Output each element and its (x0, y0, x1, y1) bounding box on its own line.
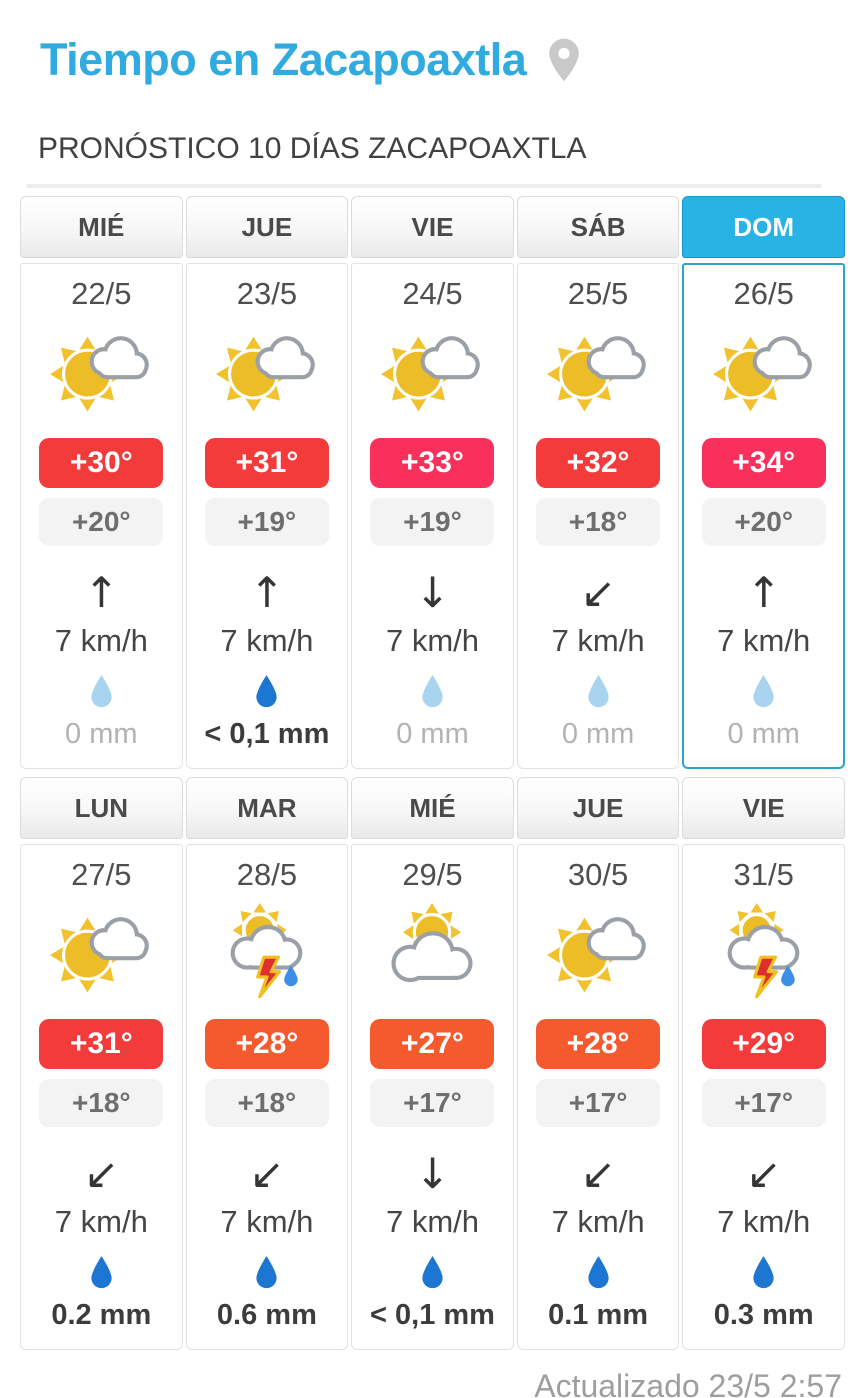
wind-direction-arrow: ↓ (414, 568, 451, 617)
precipitation-label: 0 mm (396, 718, 469, 750)
day-card[interactable] (682, 196, 845, 769)
partly-cloudy-icon (42, 901, 160, 1005)
partly-cloudy-icon (42, 320, 160, 424)
page-title: Tiempo en Zacapoaxtla (40, 34, 527, 85)
precipitation-label: 0.3 mm (713, 1299, 814, 1331)
day-card-body[interactable] (186, 263, 349, 769)
day-card[interactable] (351, 777, 514, 1350)
partly-cloudy-icon (539, 901, 657, 1005)
day-card[interactable] (517, 777, 680, 1350)
precipitation-label: 0.2 mm (51, 1299, 152, 1331)
high-temp-badge: +33° (370, 438, 494, 488)
high-temp-badge: +27° (370, 1019, 494, 1069)
day-card-body[interactable] (682, 263, 845, 769)
raindrop-icon (253, 674, 280, 710)
weather-condition-icon (539, 320, 657, 424)
day-card-body[interactable] (517, 844, 680, 1350)
forecast-grid (20, 196, 845, 1350)
wind-speed-label: 7 km/h (385, 623, 479, 658)
wind-direction-arrow: ↙ (580, 568, 616, 617)
wind-direction-arrow: ↑ (746, 568, 782, 617)
wind-direction-arrow: ↙ (580, 1149, 616, 1198)
day-name-header[interactable]: JUE (186, 196, 349, 258)
forecast-heading: PRONÓSTICO 10 DÍAS ZACAPOAXTLA (38, 132, 587, 165)
day-name-header[interactable]: MAR (186, 777, 349, 839)
wind-speed-label: 7 km/h (551, 623, 645, 658)
precipitation-label: < 0,1 mm (204, 718, 330, 750)
day-name-header[interactable]: MIÉ (351, 777, 514, 839)
precipitation-label: 0 mm (561, 718, 635, 750)
high-temp-badge: +28° (205, 1019, 329, 1069)
wind-direction-arrow: ↑ (83, 568, 119, 617)
divider (26, 184, 822, 188)
precipitation-label: 0 mm (727, 718, 800, 750)
day-card-body[interactable] (682, 844, 845, 1350)
wind-speed-label: 7 km/h (54, 1204, 148, 1239)
raindrop-icon (88, 1255, 115, 1291)
location-pin-icon (544, 37, 584, 83)
day-card[interactable] (20, 196, 183, 769)
day-card[interactable] (682, 777, 845, 1350)
high-temp-badge: +30° (39, 438, 163, 488)
low-temp-badge: +20° (39, 498, 163, 546)
raindrop-icon (88, 674, 115, 710)
day-card[interactable] (186, 777, 349, 1350)
precipitation-label: 0.1 mm (548, 1299, 649, 1331)
sun-behind-cloud-icon (373, 901, 491, 1005)
day-card[interactable] (186, 196, 349, 769)
date-label: 28/5 (236, 857, 298, 892)
weather-condition-icon (42, 320, 160, 424)
date-label: 22/5 (71, 276, 132, 311)
wind-direction-arrow: ↑ (249, 568, 285, 617)
wind-speed-label: 7 km/h (551, 1204, 645, 1239)
wind-speed-label: 7 km/h (717, 623, 811, 658)
wind-speed-label: 7 km/h (220, 1204, 314, 1239)
low-temp-badge: +18° (39, 1079, 163, 1127)
raindrop-icon (419, 1255, 446, 1291)
weather-condition-icon (539, 901, 657, 1005)
weather-condition-icon (705, 320, 823, 424)
weather-condition-icon (373, 901, 491, 1005)
raindrop-icon (419, 674, 446, 710)
day-name-header[interactable]: DOM (682, 196, 845, 258)
partly-cloudy-icon (705, 320, 823, 424)
day-name-header[interactable]: MIÉ (20, 196, 183, 258)
low-temp-badge: +19° (205, 498, 329, 546)
low-temp-badge: +17° (536, 1079, 660, 1127)
wind-direction-arrow: ↓ (414, 1149, 451, 1198)
low-temp-badge: +20° (702, 498, 826, 546)
weather-condition-icon (208, 320, 326, 424)
high-temp-badge: +31° (205, 438, 329, 488)
partly-cloudy-icon (539, 320, 657, 424)
day-name-header[interactable]: LUN (20, 777, 183, 839)
day-name-header[interactable]: SÁB (517, 196, 680, 258)
weather-condition-icon (208, 901, 326, 1005)
day-name-header[interactable]: JUE (517, 777, 680, 839)
high-temp-badge: +31° (39, 1019, 163, 1069)
partly-cloudy-icon (373, 320, 491, 424)
precipitation-label: < 0,1 mm (370, 1299, 495, 1331)
thunderstorm-icon (705, 901, 823, 1005)
wind-direction-arrow: ↙ (746, 1149, 782, 1198)
date-label: 27/5 (71, 857, 132, 892)
raindrop-icon (253, 1255, 280, 1291)
day-card[interactable] (351, 196, 514, 769)
wind-direction-arrow: ↙ (249, 1149, 285, 1198)
raindrop-icon (750, 674, 777, 710)
wind-speed-label: 7 km/h (385, 1204, 479, 1239)
low-temp-badge: +17° (370, 1079, 494, 1127)
page-header (40, 34, 810, 86)
date-label: 24/5 (402, 276, 463, 311)
raindrop-icon (750, 1255, 777, 1291)
date-label: 29/5 (402, 857, 463, 892)
wind-speed-label: 7 km/h (220, 623, 314, 658)
date-label: 26/5 (733, 276, 794, 311)
day-card-body[interactable] (186, 844, 349, 1350)
high-temp-badge: +28° (536, 1019, 660, 1069)
date-label: 30/5 (567, 857, 629, 892)
high-temp-badge: +34° (702, 438, 826, 488)
day-name-header[interactable]: VIE (682, 777, 845, 839)
wind-speed-label: 7 km/h (717, 1204, 811, 1239)
thunderstorm-icon (208, 901, 326, 1005)
low-temp-badge: +18° (536, 498, 660, 546)
weather-condition-icon (705, 901, 823, 1005)
day-name-header[interactable]: VIE (351, 196, 514, 258)
weather-condition-icon (42, 901, 160, 1005)
day-card-body[interactable] (351, 263, 514, 769)
precipitation-label: 0.6 mm (216, 1299, 317, 1331)
low-temp-badge: +18° (205, 1079, 329, 1127)
high-temp-badge: +32° (536, 438, 660, 488)
partly-cloudy-icon (208, 320, 326, 424)
low-temp-badge: +19° (370, 498, 494, 546)
raindrop-icon (585, 1255, 612, 1291)
day-card[interactable] (20, 777, 183, 1350)
weather-condition-icon (373, 320, 491, 424)
day-card-body[interactable] (517, 263, 680, 769)
updated-timestamp: Actualizado 23/5 2:57 (534, 1368, 842, 1398)
low-temp-badge: +17° (702, 1079, 826, 1127)
precipitation-label: 0 mm (65, 718, 138, 750)
wind-speed-label: 7 km/h (54, 623, 148, 658)
wind-direction-arrow: ↙ (83, 1149, 119, 1198)
date-label: 25/5 (567, 276, 629, 311)
high-temp-badge: +29° (702, 1019, 826, 1069)
date-label: 23/5 (236, 276, 298, 311)
day-card-body[interactable] (20, 844, 183, 1350)
raindrop-icon (585, 674, 612, 710)
date-label: 31/5 (733, 857, 794, 892)
day-card-body[interactable] (20, 263, 183, 769)
day-card[interactable] (517, 196, 680, 769)
day-card-body[interactable] (351, 844, 514, 1350)
